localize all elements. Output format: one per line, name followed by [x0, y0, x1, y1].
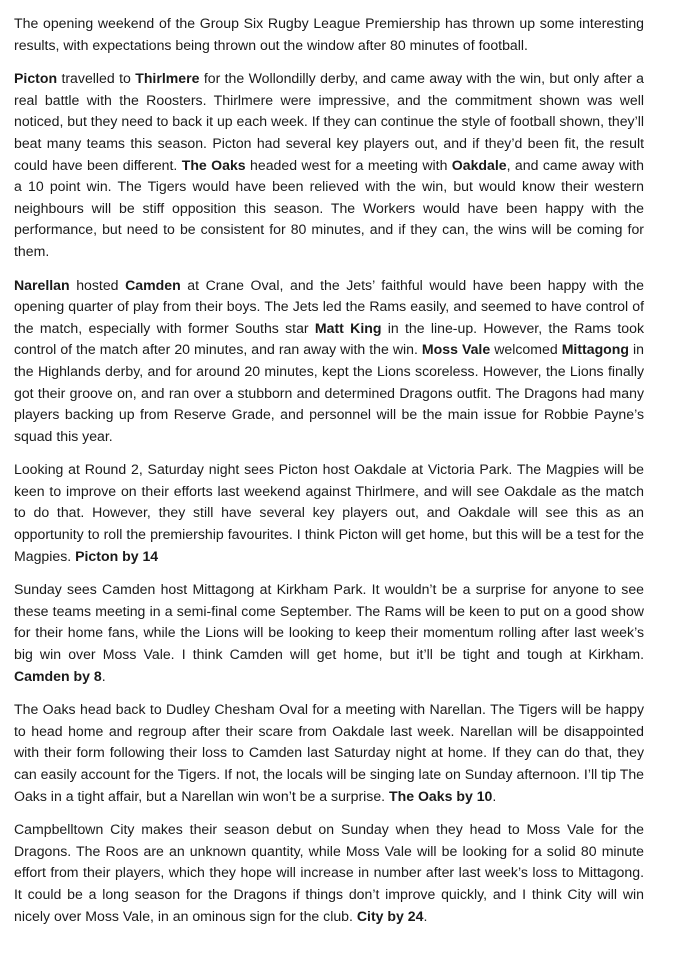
round2-city-paragraph	[14, 819, 644, 927]
round2-picton-paragraph	[14, 459, 644, 567]
text-run: Looking at Round 2, Saturday night sees Picton host Oakdale at Victoria Park. The Magpies will be keen to improve on their efforts last weekend against Thirlmere, and will see Oakdale as the match to do that. However, they still have several key players out, and Oakdale will see this as an opportunity to roll the premiership favourites. I think Picton will get home, but this will be a test for the Magpies.	[14, 461, 644, 564]
team-name: Thirlmere	[135, 70, 200, 87]
text-run: , and came away with a 10 point win. The Tigers would have been relieved with the win, but would know their western neighbours will be stiff opposition this season. The Workers would have been happy with the performance, but need to be consistent for 80 minutes, and if they can, the wins will be coming for them.	[14, 156, 645, 259]
team-name: Picton	[14, 70, 58, 87]
team-name: Camden	[125, 276, 181, 293]
tip-verdict: The Oaks by 10	[388, 787, 493, 804]
text-run: Sunday sees Camden host Mittagong at Kirkham Park. It wouldn’t be a surprise for anyone to see these teams meeting in a semi-final come September. The Rams will be keen to put on a good show for their home fans, while the Lions will be looking to keep their momentum rolling after last week’s big win over Moss Vale. I think Camden will get home, but it’ll be tight and tough at Kirkham.	[14, 581, 644, 663]
team-name: Oakdale	[451, 156, 507, 173]
round2-oaks-paragraph	[14, 699, 644, 807]
tip-verdict: Camden by 8	[14, 667, 102, 684]
text-run: .	[492, 787, 497, 804]
article-body	[14, 13, 644, 939]
round1-northern-paragraph	[14, 275, 644, 448]
player-name: Matt King	[314, 319, 382, 336]
text-run: .	[423, 907, 428, 924]
text-run: The opening weekend of the Group Six Rugby League Premiership has thrown up some interesting results, with expectations being thrown out the window after 80 minutes of football.	[14, 15, 644, 53]
team-name: The Oaks	[181, 156, 246, 173]
team-name: Moss Vale	[421, 341, 491, 358]
tip-verdict: City by 24	[356, 907, 424, 924]
text-run: travelled to	[57, 70, 136, 87]
text-run: The Oaks head back to Dudley Chesham Oval for a meeting with Narellan. The Tigers will be happy to head home and regroup after their scare from Oakdale last week. Narellan will be disappointed with their form following their loss to Camden last Saturday night at home. If they can do that, they can easily account for the Tigers. If not, the locals will be singing late on Sunday afternoon. I’ll tip The Oaks in a tight affair, but a Narellan win won’t be a surprise.	[14, 701, 644, 804]
text-run: welcomed	[490, 341, 562, 358]
text-run: .	[101, 667, 106, 684]
text-run: in the Highlands derby, and for around 20 minutes, kept the Lions scoreless. However, the Lions finally got their groove on, and ran over a stubborn and determined Dragons outfit. The Dragons had many players backing up from Reserve Grade, and personnel will be the main issue for Robbie Payne’s squad this year.	[14, 341, 645, 444]
intro-paragraph	[14, 13, 644, 56]
text-run: headed west for a meeting with	[245, 156, 452, 173]
text-run: at Crane Oval, and the Jets’ faithful would have been happy with the opening quarter of play from their boys. The Jets led the Rams easily, and seemed to have control of the match, especially with former Souths star	[14, 276, 644, 336]
text-run: in the line-up. However, the Rams took control of the match after 20 minutes, and ran away with the win.	[14, 319, 645, 358]
team-name: Narellan	[14, 276, 70, 293]
text-run: for the Wollondilly derby, and came away with the win, but only after a real battle with the Roosters. Thirlmere were impressive, and the commitment shown was well noticed, but they need to back it up each week. If they can continue the style of football shown, they’ll beat many teams this season. Picton had several key players out, and if they’d been fit, the result could have been different.	[14, 70, 644, 173]
text-run: hosted	[69, 276, 126, 293]
tip-verdict: Picton by 14	[75, 547, 159, 564]
round1-southern-paragraph	[14, 68, 644, 262]
round2-camden-paragraph	[14, 579, 644, 687]
team-name: Mittagong	[561, 341, 630, 358]
text-run: Campbelltown City makes their season debut on Sunday when they head to Moss Vale for the Dragons. The Roos are an unknown quantity, while Moss Vale will be looking for a solid 80 minute effort from their players, which they hope will increase in number after last week’s loss to Mittagong. It could be a long season for the Dragons if things don’t improve quickly, and I think City will win nicely over Moss Vale, in an ominous sign for the club.	[14, 821, 644, 924]
